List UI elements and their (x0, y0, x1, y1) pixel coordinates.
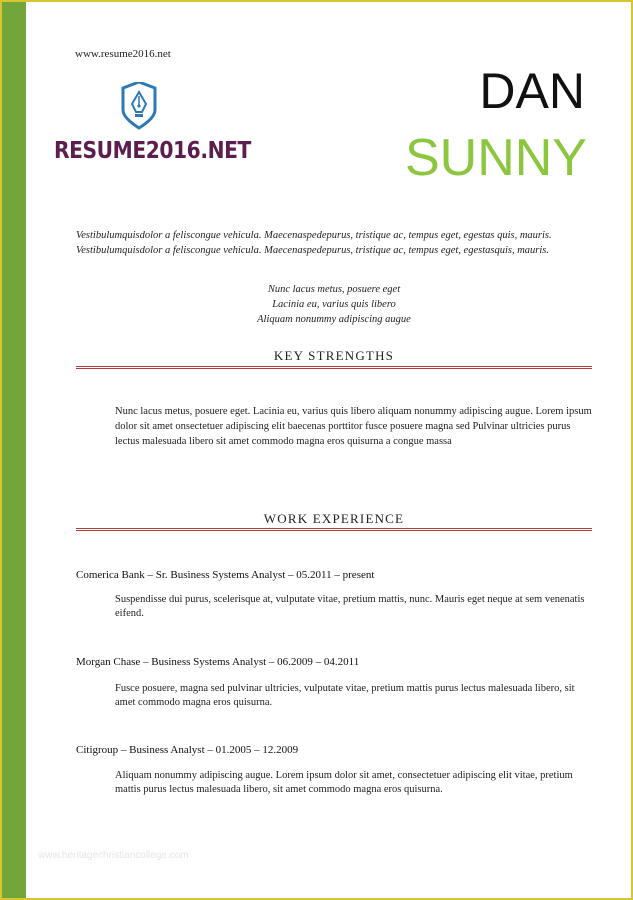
job-heading: Morgan Chase – Business Systems Analyst – 06.2009 – 04.2011 (76, 656, 360, 668)
job-description: Aliquam nonummy adipiscing augue. Lorem ipsum dolor sit amet, consectetuer adipiscing elit vitae, pretium mattis purus lectus malesuada libero, sit amet commodo magna eros quisurna. (115, 770, 573, 795)
last-name: SUNNY (404, 129, 587, 187)
pen-nib-logo-icon (119, 82, 159, 130)
section-divider (76, 528, 592, 531)
job-heading: Comerica Bank – Sr. Business Systems Analyst – 05.2011 – present (76, 569, 375, 581)
summary-line: Aliquam nonummy adipiscing augue (257, 314, 411, 325)
summary-highlights (76, 282, 592, 327)
sidebar-accent-bar (2, 2, 26, 898)
job-heading: Citigroup – Business Analyst – 01.2005 – 12.2009 (76, 744, 299, 756)
summary-line: Lacinia eu, varius quis libero (272, 299, 396, 310)
job-description: Fusce posuere, magna sed pulvinar ultricies, vulputate vitae, pretium mattis purus lectus malesuada libero, sit amet commodo magna eros quisurna. (115, 683, 575, 708)
brand-name: RESUME2016.NET (54, 138, 251, 164)
site-url: www.resume2016.net (75, 48, 171, 60)
job-description: Suspendisse dui purus, scelerisque at, vulputate vitae, pretium mattis, nunc. Mauris eget neque at sem venenatis eifend. (115, 594, 585, 619)
first-name: DAN (479, 63, 585, 119)
section-divider (76, 366, 592, 369)
summary-line: Nunc lacus metus, posuere eget (267, 284, 401, 295)
work-experience-heading: WORK EXPERIENCE (263, 511, 405, 526)
summary-paragraph: Vestibulumquisdolor a feliscongue vehicula. Maecenaspedepurus, tristique ac, tempus eget, egestas quis, mauris. Vestibulumquisdolor a feliscongue vehicula. Maecenaspedepurus, tristique ac, tempus eget, egestasquis, mauris. (76, 230, 552, 256)
watermark-text: www.heritagechristiancollege.com (38, 850, 189, 861)
key-strengths-text: Nunc lacus metus, posuere eget. Lacinia eu, varius quis libero aliquam nonummy adipiscing augue. Lorem ipsum dolor sit amet onsectetuer adipiscing elit baecenas porttitor fusce posuere magna sed Pulvinar ultricies purus lectus malesuada libero sit amet commodo magna eros quisurna a congue massa (115, 406, 592, 447)
key-strengths-heading: KEY STRENGTHS (273, 348, 395, 363)
